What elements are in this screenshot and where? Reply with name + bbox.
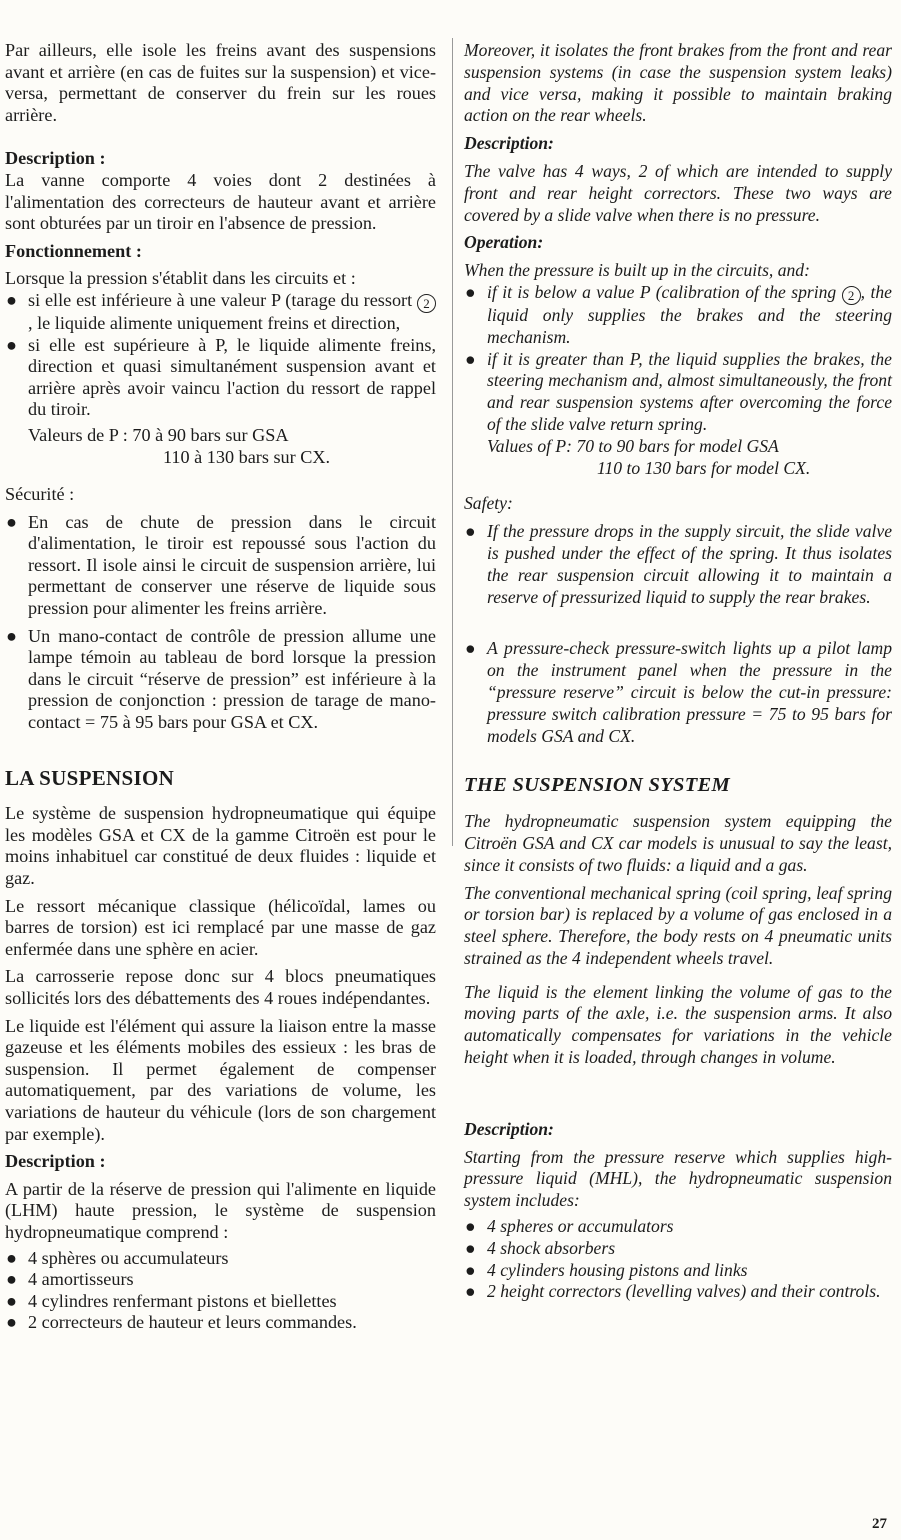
- fr-list-item: [5, 1291, 436, 1313]
- bullet-icon: ●: [465, 1281, 476, 1302]
- en-bullet-text: , the liquid only supplies the brakes and the steering mechanism.: [487, 281, 892, 347]
- bullet-icon: ●: [465, 348, 476, 369]
- en-suspension-paragraph: The hydropneumatic suspension system equipping the Citroën GSA and CX car models is unusual to say the least, since it consists of two fluids: a liquid and a gas.: [464, 811, 892, 875]
- fr-bullet-text: , le liquide alimente uniquement freins et direction,: [28, 312, 401, 333]
- fr-suspension-paragraph: La carrosserie repose donc sur 4 blocs pneumatiques sollicités lors des débattements des 4 roues indépendantes.: [5, 966, 436, 1008]
- bullet-icon: ●: [465, 638, 476, 659]
- en-bullet-text: if it is greater than P, the liquid supplies the brakes, the steering mechanism and, almost simultaneously, the front and rear suspension systems after overcoming the force of the slide valve return spring.: [487, 348, 892, 434]
- fr-bullet-item: [5, 512, 436, 620]
- fr-suspension-title: LA SUSPENSION: [5, 765, 175, 790]
- fr-list-text: 2 correcteurs de hauteur et leurs commandes.: [28, 1312, 357, 1333]
- bullet-icon: ●: [465, 281, 476, 302]
- fr-description2-text: A partir de la réserve de pression qui l'alimente en liquide (LHM) haute pression, le système de suspension hydropneumatique comprend :: [5, 1178, 436, 1242]
- circled-number-icon: 2: [842, 286, 861, 305]
- bullet-icon: ●: [465, 521, 476, 542]
- en-values-line: 110 to 130 bars for model CX.: [597, 457, 811, 478]
- bullet-icon: ●: [6, 1290, 17, 1311]
- fr-bullet-text: si elle est inférieure à une valeur P (tarage du ressort: [28, 289, 413, 310]
- en-suspension-title: THE SUSPENSION SYSTEM: [464, 774, 731, 797]
- bullet-icon: ●: [465, 1216, 476, 1237]
- fr-list-text: 4 cylindres renfermant pistons et biellettes: [28, 1290, 337, 1311]
- fr-description-heading: Description :: [5, 148, 106, 169]
- en-list-text: 4 cylinders housing pistons and links: [487, 1259, 748, 1280]
- en-bullet-item: [464, 282, 892, 349]
- circled-number-icon: 2: [417, 294, 436, 313]
- en-bullet-text: If the pressure drops in the supply sircuit, the slide valve is pushed under the effect of the spring. It thus isolates the rear suspension circuit allowing it to maintain a reserve of pressurized liquid to supply the rear brakes.: [487, 521, 892, 607]
- en-description-text: The valve has 4 ways, 2 of which are intended to supply front and rear height correctors. These two ways are covered by a slide valve when there is no pressure.: [464, 160, 892, 225]
- fr-description-text: La vanne comporte 4 voies dont 2 destinées à l'alimentation des correcteurs de hauteur avant et arrière sont obturées par un tiroir en l'absence de pression.: [5, 169, 436, 234]
- fr-fonctionnement-heading: Fonctionnement :: [5, 240, 142, 261]
- fr-suspension-paragraph: Le système de suspension hydropneumatique qui équipe les modèles GSA et CX de la gamme Citroën est pour le moins inhabituel car constitué de deux fluides : liquide et gaz.: [5, 803, 436, 888]
- fr-description2-heading: Description :: [5, 1151, 106, 1172]
- bullet-icon: ●: [465, 1237, 476, 1258]
- en-list-item: [464, 1281, 892, 1303]
- en-list-text: 4 spheres or accumulators: [487, 1216, 674, 1237]
- fr-fonctionnement-text: Lorsque la pression s'établit dans les circuits et :: [5, 268, 356, 289]
- bullet-icon: ●: [6, 1269, 17, 1290]
- en-list-text: 2 height correctors (levelling valves) and their controls.: [487, 1281, 881, 1302]
- en-description2-heading: Description:: [464, 1118, 554, 1139]
- fr-values-line: Valeurs de P : 70 à 90 bars sur GSA: [28, 424, 289, 445]
- fr-intro-paragraph: Par ailleurs, elle isole les freins avant des suspensions avant et arrière (en cas de fuites sur la suspension) et vice-versa, permettant de conserver du frein sur les roues arrière.: [5, 40, 436, 125]
- en-bullet-item: [464, 349, 892, 436]
- bullet-icon: ●: [6, 289, 17, 310]
- en-operation-text: When the pressure is built up in the circuits, and:: [464, 260, 810, 281]
- en-bullet-item: [464, 521, 892, 608]
- english-column: [464, 40, 892, 1303]
- en-description-heading: Description:: [464, 133, 554, 154]
- en-bullet-text: if it is below a value P (calibration of the spring: [487, 281, 837, 302]
- french-column: [5, 40, 436, 1334]
- bullet-icon: ●: [6, 334, 17, 355]
- en-values-line: Values of P: 70 to 90 bars for model GSA: [487, 435, 779, 456]
- en-suspension-paragraph: The liquid is the element linking the volume of gas to the moving parts of the axle, i.e. the suspension arms. It also automatically compensates for variations in the vehicle height when it is loaded, through changes in volume.: [464, 981, 892, 1068]
- fr-bullet-item: [5, 335, 436, 421]
- en-description2-text: Starting from the pressure reserve which supplies high-pressure liquid (MHL), the hydropneumatic suspension system includes:: [464, 1146, 892, 1211]
- en-list-item: [464, 1238, 892, 1260]
- page-number: 27: [872, 1516, 887, 1532]
- fr-list-item: [5, 1248, 436, 1270]
- fr-bullet-text: En cas de chute de pression dans le circuit d'alimentation, le tiroir est repoussé sous l'action du ressort. Il isole ainsi le circuit de suspension arrière, lui permettant de conserver une réserve de liquide sous pression pour alimenter les freins arrière.: [28, 511, 436, 619]
- fr-list-text: 4 amortisseurs: [28, 1269, 134, 1290]
- en-bullet-item: [464, 638, 892, 747]
- bullet-icon: ●: [6, 511, 17, 532]
- en-bullet-text: A pressure-check pressure-switch lights up a pilot lamp on the instrument panel when the pressure in the “pressure reserve” circuit is below the cut-in pressure: pressure switch calibration pressure = 75 to 95 bars for models GSA and CX.: [487, 638, 892, 746]
- fr-list-item: [5, 1312, 436, 1334]
- fr-bullet-text: Un mano-contact de contrôle de pression allume une lampe témoin au tableau de bord lorsque la pression dans le circuit “réserve de pression” est inférieure à la pression de conjonction : pression de tarage de mano-contact = 75 à 95 bars pour GSA et CX.: [28, 625, 436, 733]
- fr-list-item: [5, 1269, 436, 1291]
- fr-securite-heading: Sécurité :: [5, 484, 75, 505]
- bullet-icon: ●: [6, 1312, 17, 1333]
- en-suspension-paragraph: The conventional mechanical spring (coil spring, leaf spring or torsion bar) is replaced by a volume of gas enclosed in a steel sphere. Therefore, the body rests on 4 pneumatic units strained as the 4 independent wheels travel.: [464, 882, 892, 968]
- fr-bullet-item: [5, 290, 436, 335]
- en-safety-heading: Safety:: [464, 493, 513, 514]
- bullet-icon: ●: [6, 1247, 17, 1268]
- fr-bullet-item: [5, 626, 436, 734]
- en-intro-paragraph: Moreover, it isolates the front brakes from the front and rear suspension systems (in case the suspension system leaks) and vice versa, making it possible to maintain braking action on the rear wheels.: [464, 40, 892, 126]
- fr-suspension-paragraph: Le ressort mécanique classique (hélicoïdal, lames ou barres de torsion) est ici remplacé par une masse de gaz enfermée dans une sphère en acier.: [5, 895, 436, 959]
- fr-list-text: 4 sphères ou accumulateurs: [28, 1247, 229, 1268]
- bullet-icon: ●: [6, 625, 17, 646]
- fr-suspension-paragraph: Le liquide est l'élément qui assure la liaison entre la masse gazeuse et les éléments mobiles des essieux : les bras de suspension. Il permet également de compenser automatiquement, par des variations de volume, les variations de hauteur du véhicule (lors de son chargement par exemple).: [5, 1015, 436, 1144]
- fr-values-line: 110 à 130 bars sur CX.: [163, 446, 331, 467]
- en-list-text: 4 shock absorbers: [487, 1237, 616, 1258]
- en-operation-heading: Operation:: [464, 232, 544, 253]
- en-list-item: [464, 1260, 892, 1282]
- fr-bullet-text: si elle est supérieure à P, le liquide alimente freins, direction et quasi simultanément suspension avant et arrière après avoir vaincu l'action du ressort de rappel du tiroir.: [28, 334, 436, 420]
- column-divider: [452, 38, 453, 846]
- en-list-item: [464, 1216, 892, 1238]
- bullet-icon: ●: [465, 1259, 476, 1280]
